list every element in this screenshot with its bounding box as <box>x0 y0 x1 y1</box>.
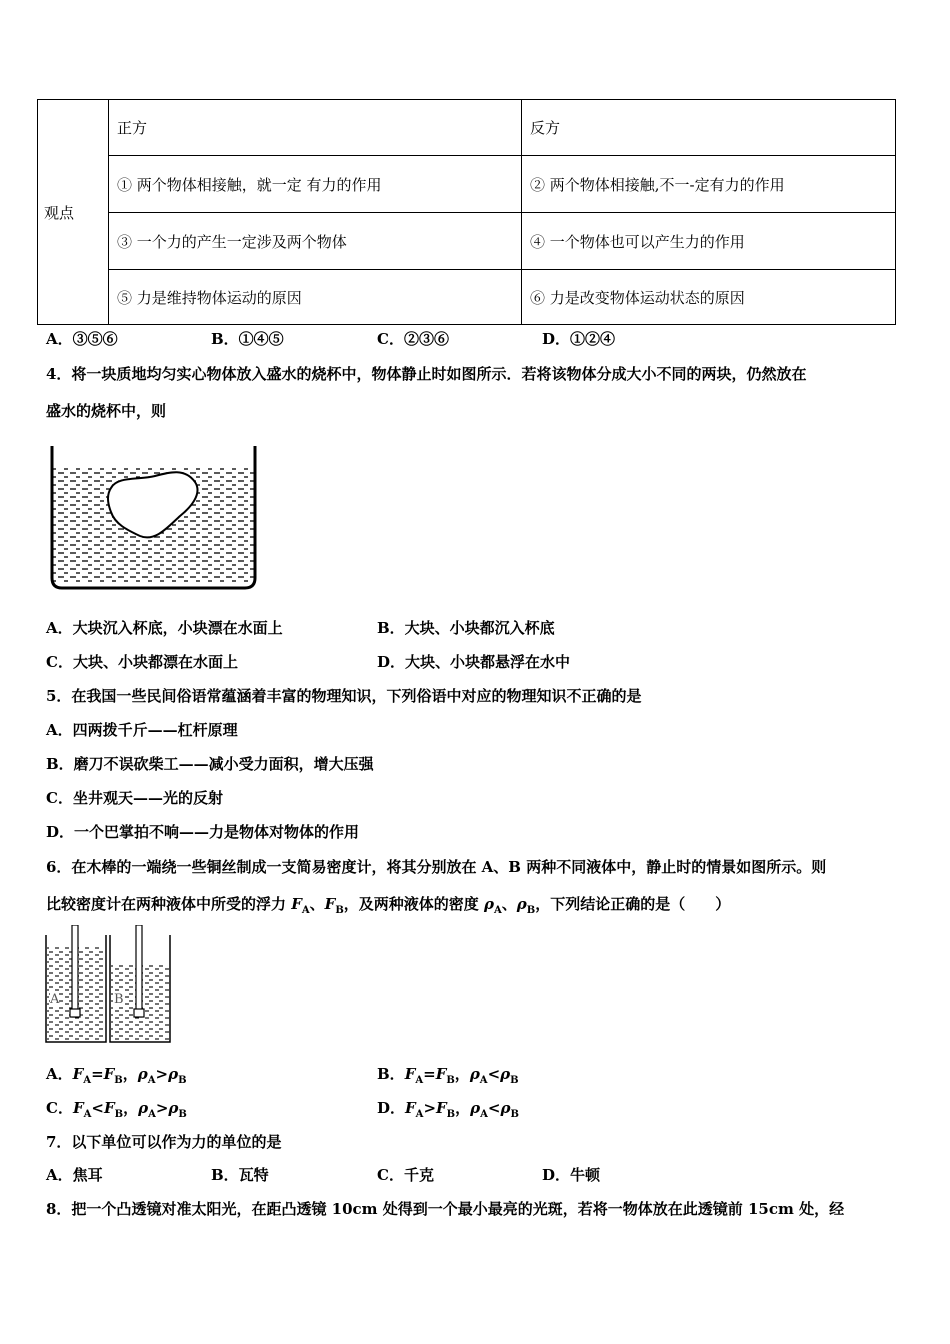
fig-label-b: B <box>114 992 124 1007</box>
q3-option-d: D．①②④ <box>542 330 616 348</box>
q7-option-d: D．牛顿 <box>542 1166 601 1184</box>
q5-option-a: A．四两拨千斤——杠杆原理 <box>46 721 238 739</box>
table-row-label: 观点 <box>38 100 109 325</box>
table-cell-pro: ③ 一个力的产生一定涉及两个物体 <box>109 213 522 270</box>
beaker-figure <box>45 446 261 594</box>
q8-stem-line1: 8．把一个凸透镜对准太阳光，在距凸透镜 10cm 处得到一个最小最亮的光斑，若将一物体放在此透镜前 15cm 处，经 <box>46 1200 845 1218</box>
q7-option-c: C．千克 <box>377 1166 434 1184</box>
q5-stem: 5．在我国一些民间俗语常蕴涵着丰富的物理知识，下列俗语中对应的物理知识不正确的是 <box>46 687 642 705</box>
q4-option-d: D．大块、小块都悬浮在水中 <box>377 653 571 671</box>
q6-option-d: D．$F_A>F_B$，$\rho_A<\rho_B$ <box>377 1099 519 1120</box>
table-cell-con: ② 两个物体相接触,不一-定有力的作用 <box>522 156 896 213</box>
q3-option-b: B．①④⑤ <box>211 330 284 348</box>
table-header-pro: 正方 <box>109 100 522 156</box>
table-cell-con: ⑥ 力是改变物体运动状态的原因 <box>522 270 896 325</box>
q6-option-c: C．$F_A<F_B$，$\rho_A>\rho_B$ <box>46 1099 187 1120</box>
fig-label-a: A <box>50 992 60 1007</box>
q7-stem: 7．以下单位可以作为力的单位的是 <box>46 1133 282 1151</box>
q5-option-c: C．坐井观天——光的反射 <box>46 789 223 807</box>
table-cell-pro: ① 两个物体相接触，就一定 有力的作用 <box>109 156 522 213</box>
table-cell-pro: ⑤ 力是维持物体运动的原因 <box>109 270 522 325</box>
q5-option-b: B．磨刀不误砍柴工——减小受力面积，增大压强 <box>46 755 374 773</box>
q5-option-d: D．一个巴掌拍不响——力是物体对物体的作用 <box>46 823 360 841</box>
q7-option-a: A．焦耳 <box>46 1166 103 1184</box>
q4-option-b: B．大块、小块都沉入杯底 <box>377 619 555 637</box>
q7-option-b: B．瓦特 <box>211 1166 269 1184</box>
q3-option-a: A．③⑤⑥ <box>46 330 118 348</box>
q3-option-c: C．②③⑥ <box>377 330 449 348</box>
q6-option-a: A．$F_A=F_B$，$\rho_A>\rho_B$ <box>46 1065 187 1086</box>
q4-stem-line1: 4．将一块质地均匀实心物体放入盛水的烧杯中，物体静止时如图所示．若将该物体分成大小不同的两块，仍然放在 <box>46 365 807 383</box>
q4-option-c: C．大块、小块都漂在水面上 <box>46 653 238 671</box>
hydrometer-figure <box>44 925 174 1047</box>
table-header-con: 反方 <box>522 100 896 156</box>
q6-stem-line2: 比较密度计在两种液体中所受的浮力 $F_A$、$F_B$，及两种液体的密度 $\rho_A$、$\rho_B$，下列结论正确的是（ ） <box>46 895 731 916</box>
q4-option-a: A．大块沉入杯底，小块漂在水面上 <box>46 619 283 637</box>
viewpoint-table <box>37 99 896 325</box>
table-cell-con: ④ 一个物体也可以产生力的作用 <box>522 213 896 270</box>
q6-option-b: B．$F_A=F_B$，$\rho_A<\rho_B$ <box>377 1065 519 1086</box>
q4-stem-line2: 盛水的烧杯中，则 <box>46 402 167 420</box>
q6-stem-line1: 6．在木棒的一端绕一些铜丝制成一支简易密度计，将其分别放在 A、B 两种不同液体中，静止时的情景如图所示。则 <box>46 858 827 876</box>
